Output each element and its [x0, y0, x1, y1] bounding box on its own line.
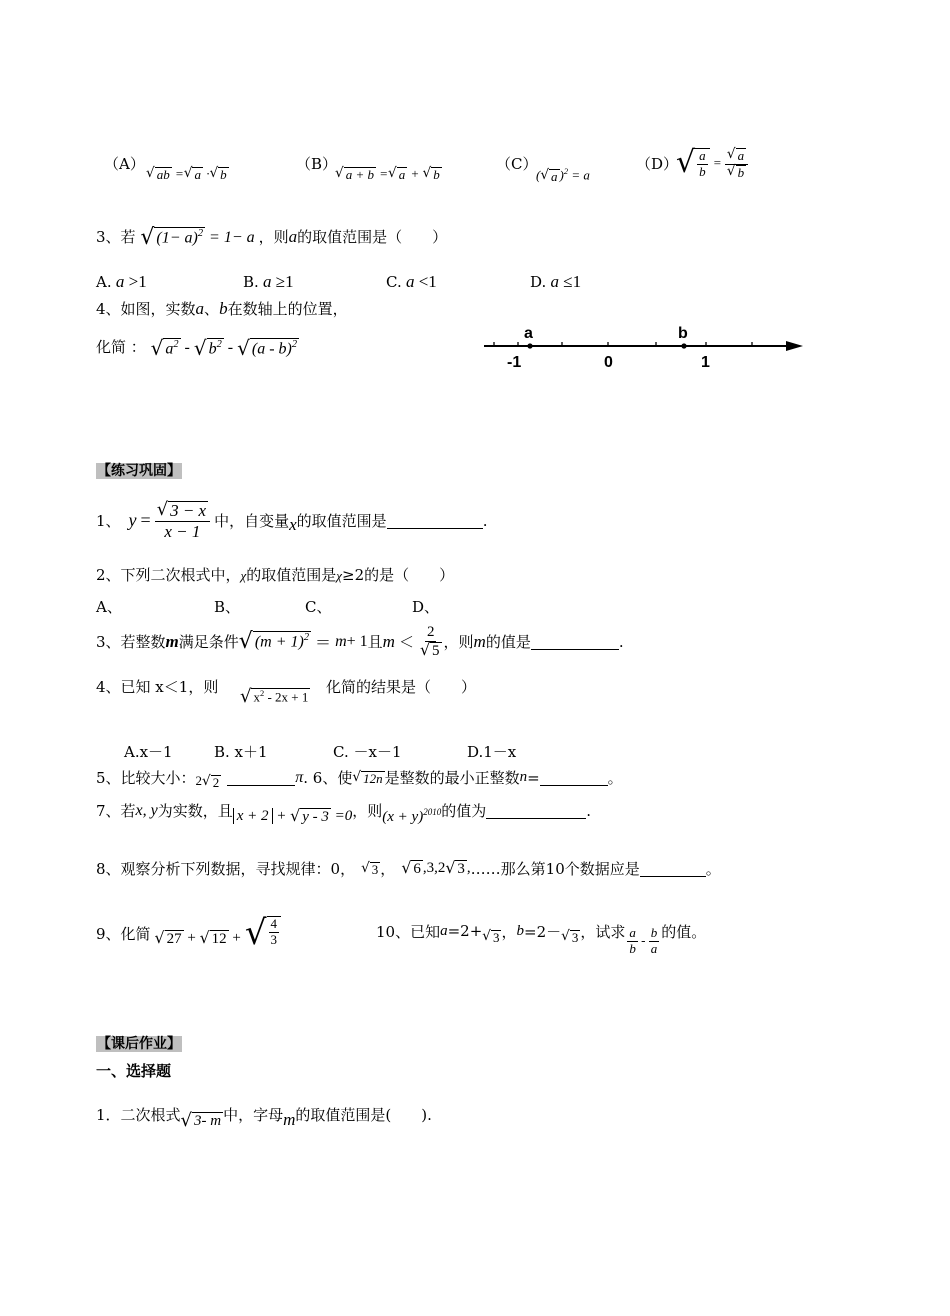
practice-8: 8、观察分析下列数据，寻找规律：0， √ 3 ， √ 6 ,3,2 √ 3 , ……那么第10个数据应是 。	[96, 857, 721, 878]
question-3	[96, 226, 447, 249]
p2-option-a	[96, 596, 122, 617]
p5-text-1: 5、比较大小：	[96, 769, 196, 787]
practice-1: 1、 y = √ 3 − x x − 1 中，自变量 x 的取值范围是 .	[96, 499, 488, 541]
p3-end: .	[618, 632, 624, 651]
q4-simplify-label: 化简 ：	[96, 338, 146, 356]
p8-text-2: ，	[380, 860, 396, 878]
p3-answer-blank[interactable]	[531, 634, 619, 650]
option-d-label: （D）	[636, 155, 679, 173]
p4-opt-c-text: C. －x－1	[333, 743, 402, 761]
q3-choice-c-label: C.	[386, 273, 402, 291]
p7-text-2: 为实数，且	[157, 802, 233, 820]
p8-answer-blank[interactable]	[640, 861, 706, 877]
heading-choice-title: 一、选择题	[96, 1062, 172, 1080]
p8-text-3: ……那么第10个数据应是	[470, 860, 640, 878]
q3-choice-d-label: D.	[530, 273, 547, 291]
p2-opt-d: D、	[412, 598, 440, 616]
p1-answer-blank[interactable]	[387, 513, 483, 529]
p5-text-4: =	[527, 768, 540, 787]
option-c-formula: ( √ a )$^2$ = a	[536, 166, 590, 184]
p1-suffix: 的取值范围是	[296, 512, 387, 531]
q3-choice-b-label: B.	[243, 273, 259, 291]
number-line	[480, 318, 810, 374]
option-b-label: （B）	[296, 155, 338, 173]
p2-option-c	[305, 596, 331, 617]
label-zero: 0	[604, 354, 613, 371]
section-homework-title: 【课后作业】	[97, 1036, 181, 1052]
point-b	[681, 343, 686, 348]
practice-2: 2、下列二次根式中，χ的取值范围是χ≥2的是（ ）	[96, 566, 455, 584]
p8-text-1: 8、观察分析下列数据，寻找规律：0，	[96, 860, 356, 878]
p4-formula: √ $x^2 - 2x + 1$	[240, 686, 309, 708]
option-b-formula: √ a + b = √ a + √ b	[335, 165, 440, 183]
p10-text-6: 的值。	[661, 922, 707, 941]
q4-sep: 、	[204, 300, 220, 318]
p1-num: 1、	[96, 512, 121, 531]
p7-end: .	[586, 801, 591, 820]
label-minus-one: -1	[507, 354, 522, 371]
q4-text-1: 4、如图，实数	[96, 300, 196, 318]
p1-end: .	[482, 511, 488, 530]
h1-text-3: 的取值范围是( ).	[295, 1106, 432, 1124]
p7-text-1: 7、若	[96, 802, 136, 820]
heading-choice	[96, 1060, 171, 1081]
q3-suffix: 的取值范围是（ ）	[297, 228, 448, 246]
option-d-row	[636, 153, 678, 174]
q3-prefix: 3、若	[96, 228, 136, 246]
q3-choice-d: D. a ≤1	[530, 272, 582, 291]
h1-text-2: 中，字母	[223, 1106, 284, 1124]
p10-text-3: ，	[501, 922, 517, 941]
q3-mid: ，则	[258, 228, 289, 246]
p2-text-1: 2、下列二次根式中，	[96, 566, 241, 584]
label-one: 1	[701, 354, 710, 371]
p3-text-3: 且	[367, 633, 383, 652]
practice-9: 9、化简 √ 27 + √ 12 + √ $\frac{4}{3}$	[96, 916, 281, 950]
p4-text-1: 4、已知 x＜1，则	[96, 678, 219, 696]
label-b: b	[678, 325, 688, 342]
q3-choice-c: C. a <1	[386, 272, 437, 291]
p2-opt-b: B、	[214, 598, 241, 616]
p3-text-1: 3、若整数	[96, 633, 166, 652]
p1-mid: 中，自变量	[214, 512, 290, 531]
option-b-row	[296, 153, 337, 174]
option-a-row	[104, 153, 145, 174]
q4-text-2: 在数轴上的位置，	[227, 300, 348, 318]
option-d-formula: √ $\frac{a}{b}$ = √ a √ b	[676, 148, 748, 180]
practice-7: 7、若 x, y 为实数，且 x + 2 + √ y - 3 =0 ，则 $(x + y)^{2010}$ 的值为 .	[96, 801, 591, 825]
question-4: 4、如图，实数a、b在数轴上的位置，	[96, 299, 348, 318]
p4-opt-b-text: B. x＋1	[214, 743, 268, 761]
p10-text-4: =2－	[524, 922, 562, 941]
section-practice-title: 【练习巩固】	[97, 463, 181, 479]
p10-text-2: =2+	[447, 922, 483, 941]
p4-opt-d	[467, 741, 516, 762]
p3-text-5: 的值是	[485, 633, 531, 652]
p4-opt-a	[124, 741, 173, 762]
p7-text-3: ，则	[352, 802, 383, 820]
p7-text-4: 的值为	[441, 802, 487, 820]
practice-10: 10、已知 a =2+ √ 3 ， b =2－ √ 3 ，试求 $\frac{a}{b}$ - $\frac{b}{a}$ 的值。	[376, 922, 707, 956]
practice-5-6: 5、比较大小： 2 √ 2 π . 6、使 √ 12n 是整数的最小正整数 n = 。	[96, 768, 623, 790]
q3-var-a: a	[288, 227, 298, 246]
p1-fraction: √ 3 − x x − 1	[155, 500, 210, 541]
p4-suffix	[326, 676, 476, 697]
p2-option-b	[214, 596, 240, 617]
homework-1: 1．二次根式 √ 3- m 中，字母 m 的取值范围是( ).	[96, 1106, 432, 1131]
p2-text-2: 的取值范围是	[246, 566, 337, 584]
practice-4	[96, 676, 218, 697]
h1-text-1: 1．二次根式	[96, 1106, 181, 1124]
p3-text-4: ，则	[443, 633, 474, 652]
q3-choice-a: A. a >1	[96, 272, 147, 291]
p5-text-3: 是整数的最小正整数	[384, 769, 520, 787]
p3-text-2: 满足条件	[178, 633, 239, 652]
label-a: a	[524, 325, 533, 342]
q4-simplify	[96, 336, 299, 361]
p4-opt-a-text: A.x－1	[124, 743, 173, 761]
p4-opt-c	[333, 741, 401, 762]
p8-end: 。	[705, 860, 721, 878]
p2-opt-c: C、	[305, 598, 332, 616]
q3-formula: √ $(1- a)^2$ = 1− a	[140, 225, 259, 251]
option-a-formula: √ ab = √ a · √ b	[146, 165, 227, 183]
p10-text-5: ，试求	[580, 922, 626, 941]
p4-opt-d-text: D.1－x	[467, 743, 517, 761]
option-a-label: （A）	[104, 155, 145, 173]
axis-arrow	[786, 341, 803, 351]
q3-choice-b: B. a ≥1	[243, 272, 294, 291]
option-c-row	[496, 153, 537, 174]
p4-text-2: 化简的结果是（ ）	[326, 678, 477, 696]
p4-opt-b	[214, 741, 268, 762]
section-homework	[96, 1033, 182, 1053]
p2-opt-a: A、	[96, 598, 122, 616]
p10-text-1: 10、已知	[376, 922, 441, 941]
p6-answer-blank[interactable]	[540, 770, 608, 786]
option-c-label: （C）	[496, 155, 538, 173]
q3-choice-a-label: A.	[96, 273, 112, 291]
p2-option-d	[412, 596, 439, 617]
p5-answer-blank[interactable]	[227, 770, 295, 786]
p5-end: 。	[607, 769, 623, 787]
point-a	[527, 343, 532, 348]
q4-formula: √ $a^2$ - √ $b^2$ - √ (a - b)$^2$	[150, 336, 298, 361]
p9-text-1: 9、化简	[96, 924, 151, 943]
section-practice	[96, 460, 182, 480]
p7-answer-blank[interactable]	[486, 803, 586, 819]
practice-3: 3、若整数 m 满足条件 √ $(m + 1)^2$ ＝ m + 1 且 m ＜ 2 √ 5 ，则 m 的值是 .	[96, 624, 624, 660]
p2-text-3: ≥2的是（ ）	[342, 566, 455, 584]
p5-text-2: . 6、使	[303, 769, 353, 787]
